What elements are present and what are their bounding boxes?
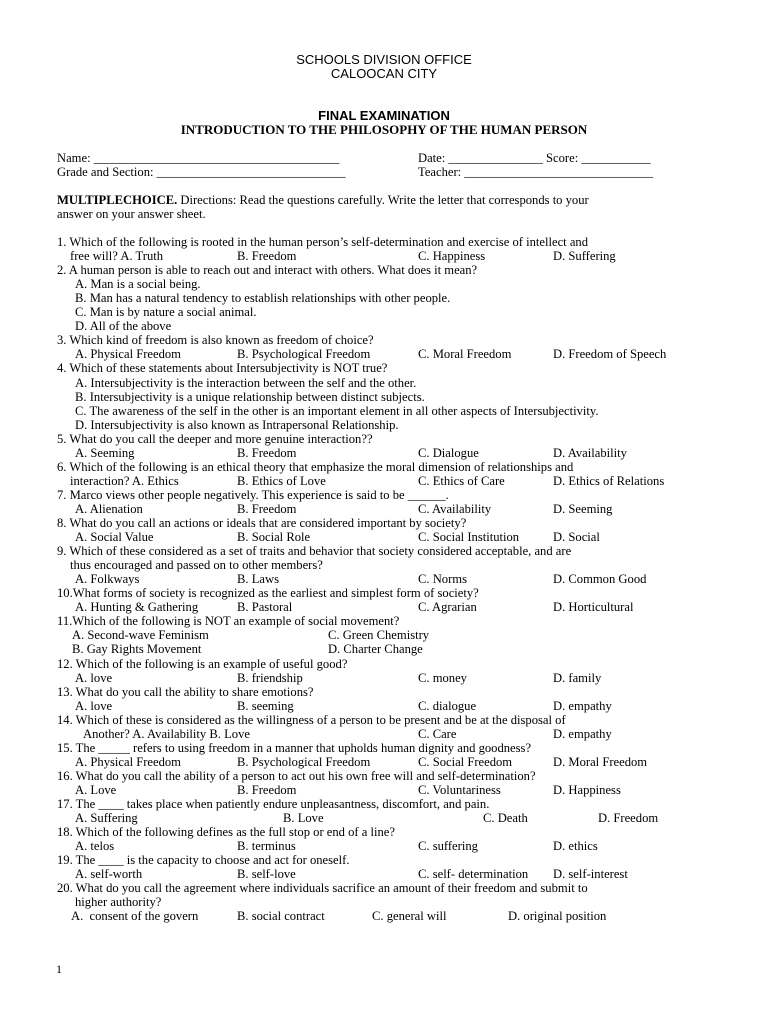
question-3-choice: D. Freedom of Speech: [553, 347, 667, 362]
question-18-text: 18. Which of the following defines as the full stop or end of a line?: [57, 825, 395, 840]
directions-label: MULTIPLECHOICE.: [57, 193, 178, 207]
question-4-choice: D. Intersubjectivity is also known as Intrapersonal Relationship.: [75, 417, 399, 432]
question-15-choice: A. Physical Freedom: [75, 754, 181, 769]
question-14-choice: C. Care: [418, 726, 457, 741]
question-9-choice: B. Laws: [237, 572, 279, 587]
question-15-choice: D. Moral Freedom: [553, 754, 648, 769]
city-name: CALOOCAN CITY: [330, 66, 438, 81]
question-19-choice: D. self-interest: [553, 867, 628, 882]
question-9-text: 9. Which of these considered as a set of traits and behavior that society considered acceptable, and are: [57, 544, 572, 559]
question-9-choice: D. Common Good: [553, 572, 647, 587]
question-18-choice: D. ethics: [553, 839, 598, 854]
question-3-choice: B. Psychological Freedom: [237, 347, 371, 362]
date-score-field: Date: _______________ Score: ___________: [418, 151, 651, 165]
question-3-text: 3. Which kind of freedom is also known as freedom of choice?: [57, 333, 374, 348]
question-15-text: 15. The _____ refers to using freedom in a manner that upholds human dignity and goodness?: [57, 740, 532, 755]
question-17-choice: B. Love: [283, 811, 324, 826]
question-6-choice: B. Ethics of Love: [237, 473, 326, 488]
question-10-choice: B. Pastoral: [237, 600, 293, 615]
question-10-text: 10.What forms of society is recognized as the earliest and simplest form of society?: [57, 586, 479, 601]
question-8-choice: B. Social Role: [237, 530, 311, 545]
question-2-text: 2. A human person is able to reach out and interact with others. What does it mean?: [57, 263, 478, 278]
question-11-choice: A. Second-wave Feminism: [72, 628, 209, 643]
question-12-text: 12. Which of the following is an example of useful good?: [57, 656, 348, 671]
question-19-text: 19. The ____ is the capacity to choose and act for oneself.: [57, 853, 350, 868]
question-5-choice: C. Dialogue: [418, 445, 479, 460]
question-7-choice: D. Seeming: [553, 501, 613, 516]
question-10-choice: A. Hunting & Gathering: [75, 600, 199, 615]
question-6-text: interaction? A. Ethics: [70, 473, 179, 488]
directions-text-2: answer on your answer sheet.: [57, 207, 206, 221]
question-16-choice: C. Voluntariness: [418, 782, 501, 797]
question-7-choice: B. Freedom: [237, 501, 297, 516]
question-6-choice: D. Ethics of Relations: [553, 473, 665, 488]
question-13-choice: A. love: [75, 698, 113, 713]
question-14-text: Another? A. Availability B. Love: [83, 726, 250, 741]
question-8-choice: D. Social: [553, 530, 600, 545]
question-3-choice: C. Moral Freedom: [418, 347, 512, 362]
question-14-text: 14. Which of these is considered as the willingness of a person to be present and be at the disposal of: [57, 712, 566, 727]
question-9-choice: C. Norms: [418, 572, 467, 587]
question-4-text: 4. Which of these statements about Intersubjectivity is NOT true?: [57, 361, 388, 376]
question-11-choice: D. Charter Change: [328, 642, 423, 657]
question-16-choice: B. Freedom: [237, 782, 297, 797]
question-1-choice: B. Freedom: [237, 249, 297, 264]
question-17-choice: D. Freedom: [598, 811, 659, 826]
question-15-choice: C. Social Freedom: [418, 754, 513, 769]
exam-title: FINAL EXAMINATION: [318, 108, 450, 123]
question-8-choice: A. Social Value: [75, 530, 154, 545]
question-12-choice: A. love: [75, 670, 113, 685]
question-5-choice: A. Seeming: [75, 445, 135, 460]
directions-line: [57, 193, 589, 207]
question-12-choice: D. family: [553, 670, 602, 685]
question-11-text: 11.Which of the following is NOT an example of social movement?: [57, 614, 400, 629]
question-11-choice: C. Green Chemistry: [328, 628, 430, 643]
question-9-choice: A. Folkways: [75, 572, 140, 587]
question-20-choice: D. original position: [508, 909, 607, 924]
question-19-choice: B. self-love: [237, 867, 296, 882]
question-1-choice: C. Happiness: [418, 249, 486, 264]
question-13-choice: C. dialogue: [418, 698, 477, 713]
question-20-text: 20. What do you call the agreement where individuals sacrifice an amount of their freedom and submit to: [57, 881, 588, 896]
question-2-choice: C. Man is by nature a social animal.: [75, 305, 257, 320]
question-19-choice: A. self-worth: [75, 867, 143, 882]
question-20-text: higher authority?: [75, 895, 162, 910]
question-18-choice: C. suffering: [418, 839, 478, 854]
question-2-choice: D. All of the above: [75, 319, 172, 334]
question-6-choice: C. Ethics of Care: [418, 473, 505, 488]
question-8-choice: C. Social Institution: [418, 530, 520, 545]
question-12-choice: B. friendship: [237, 670, 303, 685]
question-18-choice: A. telos: [75, 839, 115, 854]
question-18-choice: B. terminus: [237, 839, 296, 854]
question-14-choice: D. empathy: [553, 726, 612, 741]
question-8-text: 8. What do you call an actions or ideals that are considered important by society?: [57, 516, 467, 530]
question-7-text: 7. Marco views other people negatively. This experience is said to be ______.: [57, 487, 449, 502]
directions-text: Directions: Read the questions carefully. Write the letter that corresponds to your: [177, 193, 589, 207]
question-12-choice: C. money: [418, 670, 467, 685]
question-13-choice: D. empathy: [553, 698, 612, 713]
teacher-field: Teacher: ______________________________: [418, 165, 654, 179]
question-20-choice: C. general will: [372, 909, 447, 924]
page-number: 1: [56, 962, 62, 976]
question-13-text: 13. What do you call the ability to share emotions?: [57, 684, 314, 699]
question-2-choice: B. Man has a natural tendency to establish relationships with other people.: [75, 291, 451, 306]
question-5-text: 5. What do you call the deeper and more genuine interaction??: [57, 431, 373, 446]
question-1-choice: D. Suffering: [553, 249, 616, 264]
question-16-choice: D. Happiness: [553, 782, 621, 797]
question-10-choice: D. Horticultural: [553, 600, 634, 615]
question-11-choice: B. Gay Rights Movement: [72, 642, 202, 657]
question-19-choice: C. self- determination: [418, 867, 529, 882]
question-16-choice: A. Love: [75, 782, 117, 797]
question-4-choice: C. The awareness of the self in the other is an important element in all other aspects of Intersubjectivity.: [75, 403, 599, 418]
grade-section-field: Grade and Section: ______________________________: [57, 165, 346, 179]
question-17-choice: A. Suffering: [75, 811, 138, 826]
exam-subtitle: INTRODUCTION TO THE PHILOSOPHY OF THE HUMAN PERSON: [180, 122, 588, 137]
question-15-choice: B. Psychological Freedom: [237, 754, 371, 769]
question-9-text: thus encouraged and passed on to other members?: [70, 558, 323, 573]
question-1-text: free will? A. Truth: [70, 249, 164, 264]
question-10-choice: C. Agrarian: [418, 600, 477, 615]
name-field: Name: _______________________________________: [57, 151, 340, 165]
question-4-choice: B. Intersubjectivity is a unique relationship between distinct subjects.: [75, 389, 425, 404]
question-1-text: 1. Which of the following is rooted in the human person’s self-determination and exercise of intellect and: [57, 235, 589, 249]
office-name: SCHOOLS DIVISION OFFICE: [296, 52, 472, 67]
question-5-choice: D. Availability: [553, 445, 627, 460]
question-7-choice: C. Availability: [418, 501, 492, 516]
question-3-choice: A. Physical Freedom: [75, 347, 181, 362]
question-2-choice: A. Man is a social being.: [75, 277, 201, 292]
question-5-choice: B. Freedom: [237, 445, 297, 460]
question-16-text: 16. What do you call the ability of a person to act out his own free will and self-determination?: [57, 768, 536, 783]
question-7-choice: A. Alienation: [75, 501, 143, 516]
question-13-choice: B. seeming: [237, 698, 294, 713]
question-20-choice: A. consent of the govern: [71, 909, 199, 924]
question-4-choice: A. Intersubjectivity is the interaction between the self and the other.: [75, 375, 417, 390]
question-17-choice: C. Death: [483, 811, 528, 826]
question-17-text: 17. The ____ takes place when patiently endure unpleasantness, discomfort, and pain.: [57, 797, 490, 811]
question-20-choice: B. social contract: [237, 909, 325, 924]
question-6-text: 6. Which of the following is an ethical theory that emphasize the moral dimension of relationships and: [57, 459, 574, 474]
